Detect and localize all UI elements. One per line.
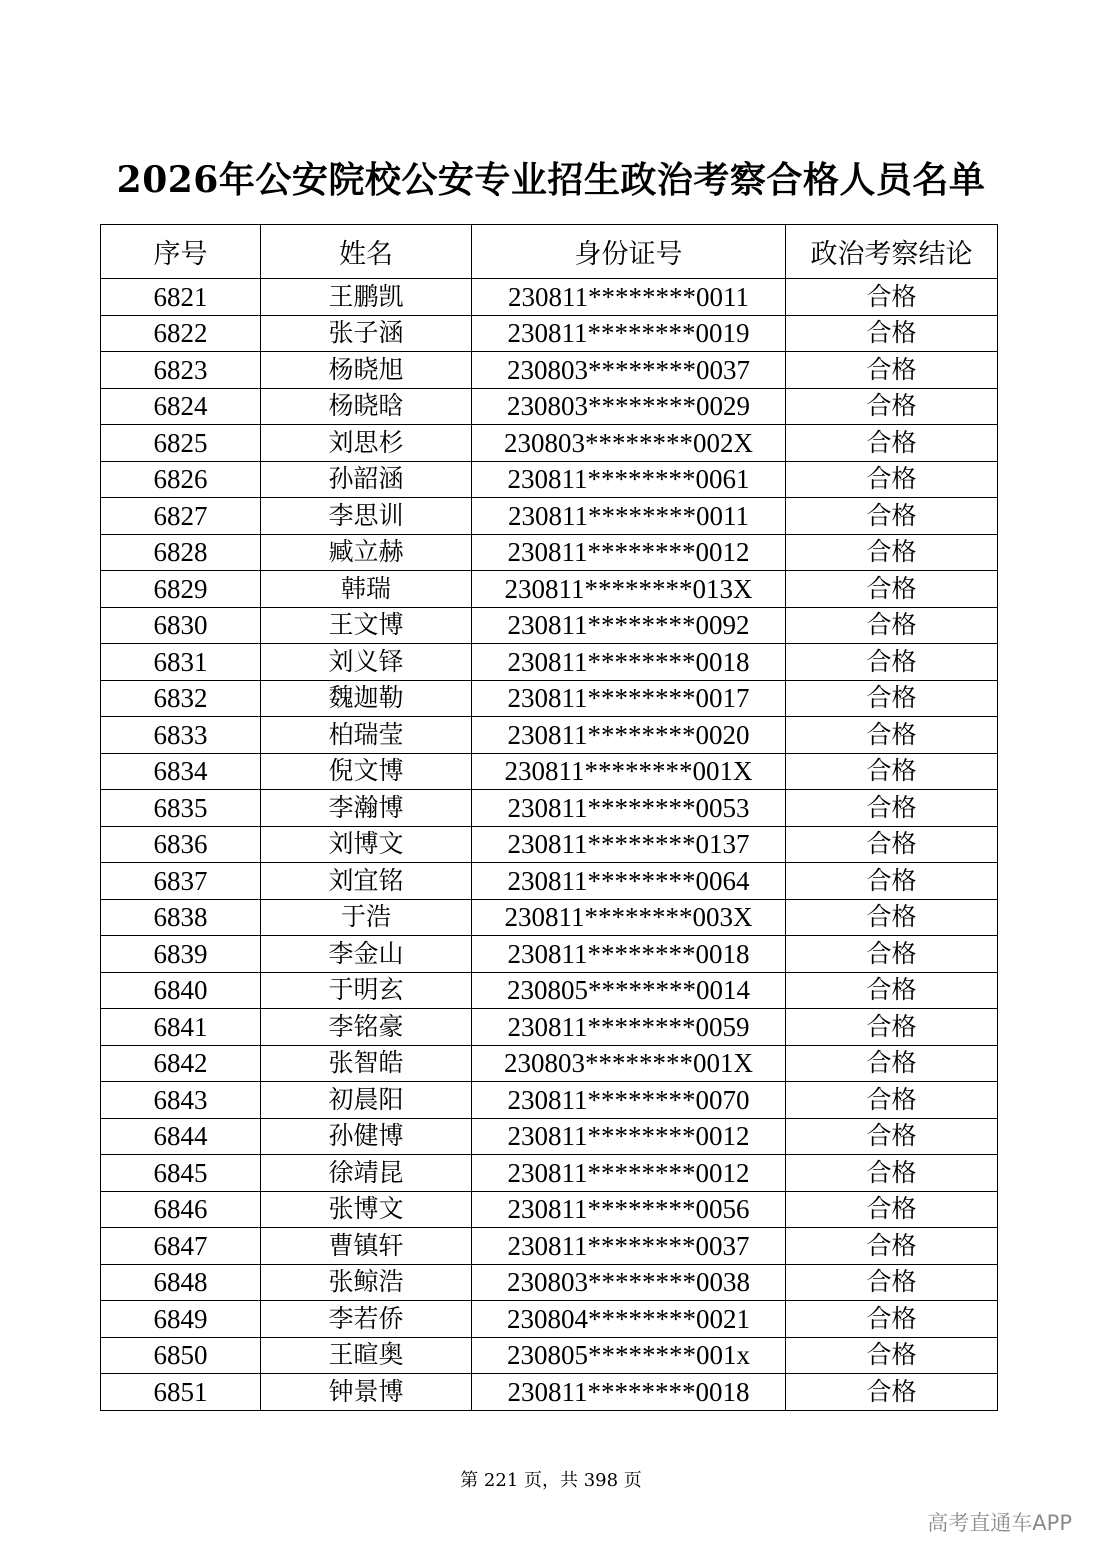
cell-name: 李金山 — [261, 936, 472, 973]
table-row — [101, 498, 998, 535]
cell-conclusion: 合格 — [786, 1374, 998, 1411]
cell-name: 钟景博 — [261, 1374, 472, 1411]
cell-name: 魏迦勒 — [261, 680, 472, 717]
table-row — [101, 1118, 998, 1155]
cell-index: 6822 — [101, 315, 261, 352]
table-row — [101, 1337, 998, 1374]
cell-conclusion: 合格 — [786, 753, 998, 790]
cell-name: 韩瑞 — [261, 571, 472, 608]
cell-id-number: 230803********0037 — [472, 352, 786, 389]
header-id-number: 身份证号 — [472, 225, 786, 279]
cell-name: 刘宜铭 — [261, 863, 472, 900]
cell-conclusion: 合格 — [786, 461, 998, 498]
cell-id-number: 230811********0018 — [472, 644, 786, 681]
cell-name: 李思训 — [261, 498, 472, 535]
cell-name: 柏瑞莹 — [261, 717, 472, 754]
cell-index: 6831 — [101, 644, 261, 681]
cell-name: 刘义铎 — [261, 644, 472, 681]
cell-id-number: 230811********013X — [472, 571, 786, 608]
table-row — [101, 279, 998, 316]
cell-conclusion: 合格 — [786, 607, 998, 644]
cell-id-number: 230811********0011 — [472, 498, 786, 535]
cell-index: 6826 — [101, 461, 261, 498]
cell-name: 张博文 — [261, 1191, 472, 1228]
cell-index: 6823 — [101, 352, 261, 389]
cell-id-number: 230811********0053 — [472, 790, 786, 827]
cell-index: 6836 — [101, 826, 261, 863]
cell-id-number: 230811********0011 — [472, 279, 786, 316]
cell-id-number: 230811********003X — [472, 899, 786, 936]
cell-id-number: 230811********001X — [472, 753, 786, 790]
cell-id-number: 230811********0019 — [472, 315, 786, 352]
cell-index: 6837 — [101, 863, 261, 900]
cell-name: 徐靖昆 — [261, 1155, 472, 1192]
table-row — [101, 1191, 998, 1228]
cell-id-number: 230803********0029 — [472, 388, 786, 425]
cell-conclusion: 合格 — [786, 717, 998, 754]
cell-index: 6830 — [101, 607, 261, 644]
cell-id-number: 230811********0012 — [472, 534, 786, 571]
cell-conclusion: 合格 — [786, 1045, 998, 1082]
cell-index: 6845 — [101, 1155, 261, 1192]
cell-index: 6849 — [101, 1301, 261, 1338]
cell-id-number: 230811********0064 — [472, 863, 786, 900]
cell-index: 6828 — [101, 534, 261, 571]
cell-conclusion: 合格 — [786, 1082, 998, 1119]
cell-id-number: 230811********0012 — [472, 1118, 786, 1155]
table-row — [101, 1082, 998, 1119]
cell-name: 于浩 — [261, 899, 472, 936]
cell-name: 杨晓旭 — [261, 352, 472, 389]
cell-index: 6841 — [101, 1009, 261, 1046]
table-row — [101, 607, 998, 644]
cell-name: 张子涵 — [261, 315, 472, 352]
table-row — [101, 1009, 998, 1046]
table-row — [101, 534, 998, 571]
cell-index: 6838 — [101, 899, 261, 936]
cell-name: 初晨阳 — [261, 1082, 472, 1119]
table-row — [101, 972, 998, 1009]
cell-name: 于明玄 — [261, 972, 472, 1009]
cell-name: 刘思杉 — [261, 425, 472, 462]
cell-index: 6850 — [101, 1337, 261, 1374]
cell-conclusion: 合格 — [786, 1337, 998, 1374]
cell-id-number: 230803********001X — [472, 1045, 786, 1082]
cell-index: 6824 — [101, 388, 261, 425]
roster-table — [100, 224, 998, 1411]
cell-name: 臧立赫 — [261, 534, 472, 571]
cell-name: 李瀚博 — [261, 790, 472, 827]
table-row — [101, 899, 998, 936]
cell-index: 6847 — [101, 1228, 261, 1265]
cell-id-number: 230804********0021 — [472, 1301, 786, 1338]
cell-id-number: 230811********0037 — [472, 1228, 786, 1265]
table-row — [101, 461, 998, 498]
cell-conclusion: 合格 — [786, 680, 998, 717]
cell-id-number: 230805********0014 — [472, 972, 786, 1009]
cell-name: 张鲸浩 — [261, 1264, 472, 1301]
cell-id-number: 230811********0012 — [472, 1155, 786, 1192]
cell-index: 6821 — [101, 279, 261, 316]
cell-conclusion: 合格 — [786, 936, 998, 973]
cell-index: 6851 — [101, 1374, 261, 1411]
cell-name: 王暄奥 — [261, 1337, 472, 1374]
cell-id-number: 230803********002X — [472, 425, 786, 462]
table-row — [101, 1228, 998, 1265]
cell-index: 6835 — [101, 790, 261, 827]
cell-id-number: 230811********0017 — [472, 680, 786, 717]
table-row — [101, 936, 998, 973]
cell-name: 曹镇轩 — [261, 1228, 472, 1265]
cell-index: 6825 — [101, 425, 261, 462]
cell-name: 孙健博 — [261, 1118, 472, 1155]
table-row — [101, 680, 998, 717]
cell-conclusion: 合格 — [786, 352, 998, 389]
table-row — [101, 644, 998, 681]
table-body — [101, 279, 998, 1411]
cell-name: 倪文博 — [261, 753, 472, 790]
cell-conclusion: 合格 — [786, 315, 998, 352]
cell-index: 6839 — [101, 936, 261, 973]
table-row — [101, 425, 998, 462]
cell-id-number: 230805********001x — [472, 1337, 786, 1374]
cell-id-number: 230811********0018 — [472, 1374, 786, 1411]
table-row — [101, 753, 998, 790]
cell-index: 6834 — [101, 753, 261, 790]
cell-id-number: 230811********0070 — [472, 1082, 786, 1119]
cell-id-number: 230811********0020 — [472, 717, 786, 754]
table-row — [101, 1155, 998, 1192]
cell-name: 孙韶涵 — [261, 461, 472, 498]
cell-conclusion: 合格 — [786, 826, 998, 863]
cell-id-number: 230811********0056 — [472, 1191, 786, 1228]
cell-name: 王鹏凯 — [261, 279, 472, 316]
cell-index: 6844 — [101, 1118, 261, 1155]
cell-conclusion: 合格 — [786, 1228, 998, 1265]
cell-index: 6846 — [101, 1191, 261, 1228]
table-row — [101, 717, 998, 754]
cell-id-number: 230811********0092 — [472, 607, 786, 644]
cell-conclusion: 合格 — [786, 1191, 998, 1228]
header-index: 序号 — [101, 225, 261, 279]
table-row — [101, 1264, 998, 1301]
cell-conclusion: 合格 — [786, 972, 998, 1009]
cell-conclusion: 合格 — [786, 644, 998, 681]
table-row — [101, 790, 998, 827]
cell-conclusion: 合格 — [786, 899, 998, 936]
page-footer: 第 221 页，共 398 页 — [460, 1470, 642, 1491]
table-row — [101, 1045, 998, 1082]
cell-index: 6832 — [101, 680, 261, 717]
table-row — [101, 1301, 998, 1338]
cell-conclusion: 合格 — [786, 1118, 998, 1155]
cell-name: 李铭豪 — [261, 1009, 472, 1046]
header-name: 姓名 — [261, 225, 472, 279]
cell-id-number: 230811********0059 — [472, 1009, 786, 1046]
cell-name: 王文博 — [261, 607, 472, 644]
cell-index: 6842 — [101, 1045, 261, 1082]
cell-conclusion: 合格 — [786, 1009, 998, 1046]
cell-conclusion: 合格 — [786, 1155, 998, 1192]
table-row — [101, 388, 998, 425]
cell-conclusion: 合格 — [786, 571, 998, 608]
table-row — [101, 315, 998, 352]
cell-id-number: 230811********0061 — [472, 461, 786, 498]
cell-conclusion: 合格 — [786, 388, 998, 425]
cell-name: 刘博文 — [261, 826, 472, 863]
cell-index: 6827 — [101, 498, 261, 535]
cell-conclusion: 合格 — [786, 498, 998, 535]
cell-conclusion: 合格 — [786, 863, 998, 900]
watermark: 高考直通车APP — [927, 1511, 1072, 1535]
cell-index: 6840 — [101, 972, 261, 1009]
cell-conclusion: 合格 — [786, 279, 998, 316]
cell-index: 6829 — [101, 571, 261, 608]
cell-index: 6833 — [101, 717, 261, 754]
cell-id-number: 230811********0137 — [472, 826, 786, 863]
cell-name: 李若侨 — [261, 1301, 472, 1338]
cell-index: 6848 — [101, 1264, 261, 1301]
table-row — [101, 352, 998, 389]
document-title: 2026年公安院校公安专业招生政治考察合格人员名单 — [116, 159, 986, 201]
table-row — [101, 1374, 998, 1411]
header-conclusion: 政治考察结论 — [786, 225, 998, 279]
cell-conclusion: 合格 — [786, 1264, 998, 1301]
cell-id-number: 230811********0018 — [472, 936, 786, 973]
cell-name: 张智皓 — [261, 1045, 472, 1082]
cell-conclusion: 合格 — [786, 425, 998, 462]
table-header-row — [101, 225, 998, 279]
cell-conclusion: 合格 — [786, 534, 998, 571]
table-row — [101, 826, 998, 863]
cell-id-number: 230803********0038 — [472, 1264, 786, 1301]
cell-index: 6843 — [101, 1082, 261, 1119]
cell-name: 杨晓晗 — [261, 388, 472, 425]
cell-conclusion: 合格 — [786, 790, 998, 827]
table-row — [101, 863, 998, 900]
cell-conclusion: 合格 — [786, 1301, 998, 1338]
table-row — [101, 571, 998, 608]
